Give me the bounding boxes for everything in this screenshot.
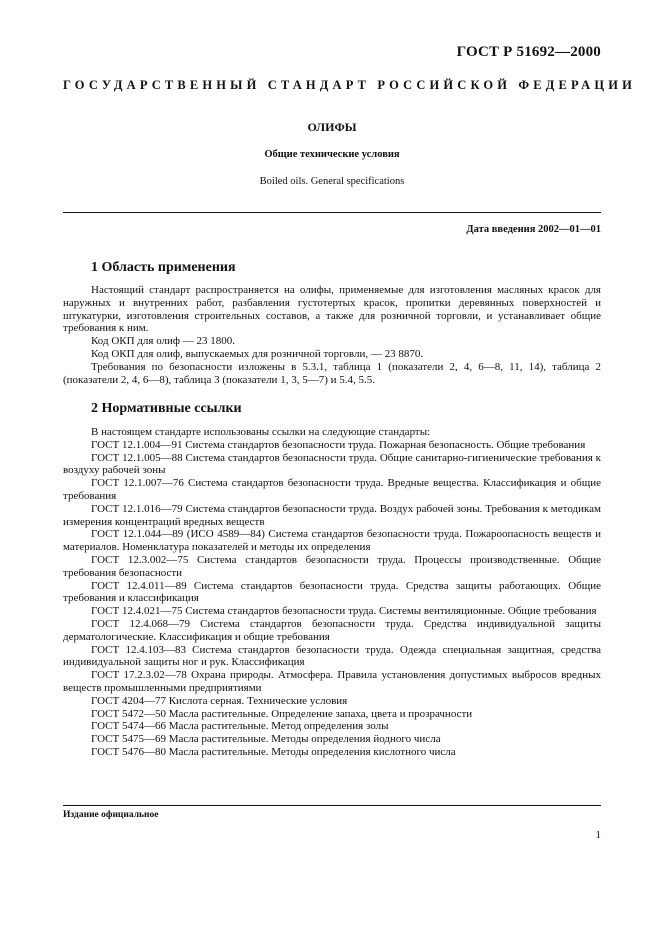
reference-item: ГОСТ 12.1.005—88 Система стандартов безопасности труда. Общие санитарно-гигиенические требования к воздуху рабочей зоны [63,451,601,477]
document-code: ГОСТ Р 51692—2000 [456,44,601,60]
state-standard-title: ГОСУДАРСТВЕННЫЙ СТАНДАРТ РОССИЙСКОЙ ФЕДЕРАЦИИ [63,78,636,92]
section-heading-scope: 1 Область применения [91,260,236,275]
paragraph: В настоящем стандарте использованы ссылки на следующие стандарты: [91,426,431,438]
edition-label: Издание официальное [63,810,159,820]
document-title: ОЛИФЫ [307,120,357,134]
paragraph: Требования по безопасности изложены в 5.3.1, таблица 1 (показатели 2, 4, 6—8, 11, 14), таблица 2 (показатели 2, 4, 6—8), таблица 3 (показатели 1, 3, 5—7) и 5.4, 5.5. [63,360,601,386]
paragraph: Код ОКП для олиф, выпускаемых для розничной торговли, — 23 8870. [91,347,424,360]
reference-item: ГОСТ 17.2.3.02—78 Охрана природы. Атмосфера. Правила установления допустимых выбросов вредных веществ промышленными предприятиями [63,669,601,694]
document-subtitle: Общие технические условия [264,149,400,160]
paragraph: Код ОКП для олиф — 23 1800. [91,335,236,348]
reference-item: ГОСТ 12.4.103—83 Система стандартов безопасности труда. Одежда специальная защитная, средства индивидуальной защиты ног и рук. Классификация [63,643,601,669]
reference-item: ГОСТ 12.4.011—89 Система стандартов безопасности труда. Средства защиты работающих. Общие требования и классификация [63,579,601,605]
reference-item: ГОСТ 12.1.016—79 Система стандартов безопасности труда. Воздух рабочей зоны. Требования к методикам измерения концентраций вредных веществ [63,502,601,528]
reference-item: ГОСТ 12.1.007—76 Система стандартов безопасности труда. Вредные вещества. Классификация и общие требования [63,477,601,502]
reference-item: ГОСТ 12.1.004—91 Система стандартов безопасности труда. Пожарная безопасность. Общие требования [91,438,586,451]
reference-item: ГОСТ 5476—80 Масла растительные. Методы определения кислотного числа [91,745,456,758]
reference-item: ГОСТ 5475—69 Масла растительные. Методы определения йодного числа [91,733,441,746]
document-english-title: Boiled oils. General specifications [259,176,405,187]
reference-item: ГОСТ 4204—77 Кислота серная. Технические условия [91,694,348,707]
section-body-references [63,426,601,759]
title-divider [63,212,601,213]
section-heading-references: 2 Нормативные ссылки [91,401,242,416]
page-number: 1 [595,829,601,841]
reference-item: ГОСТ 12.4.021—75 Система стандартов безопасности труда. Системы вентиляционные. Общие требования [91,605,597,618]
reference-item: ГОСТ 12.1.044—89 (ИСО 4589—84) Система стандартов безопасности труда. Пожароопасность веществ и материалов. Номенклатура показателей и методы их определения [63,528,601,554]
section-body-scope [63,284,601,386]
reference-item: ГОСТ 12.4.068—79 Система стандартов безопасности труда. Средства индивидуальной защиты дерматологические. Классификация и общие требования [63,617,601,643]
reference-item: ГОСТ 5474—66 Масла растительные. Метод определения золы [91,720,389,733]
reference-item: ГОСТ 5472—50 Масла растительные. Определение запаха, цвета и прозрачности [91,707,473,720]
paragraph: Настоящий стандарт распространяется на олифы, применяемые для изготовления масляных красок для наружных и внутренних работ, разбавления густотертых красок, пропитки деревянных поверхностей и штукатурки, изготовления строительных составов, а также для розничной торговли, и устанавливает общие требования к ним. [63,284,601,335]
footer-divider [63,805,601,806]
introduction-date: Дата введения 2002—01—01 [466,224,601,235]
reference-item: ГОСТ 12.3.002—75 Система стандартов безопасности труда. Процессы производственные. Общие требования безопасности [63,553,601,579]
